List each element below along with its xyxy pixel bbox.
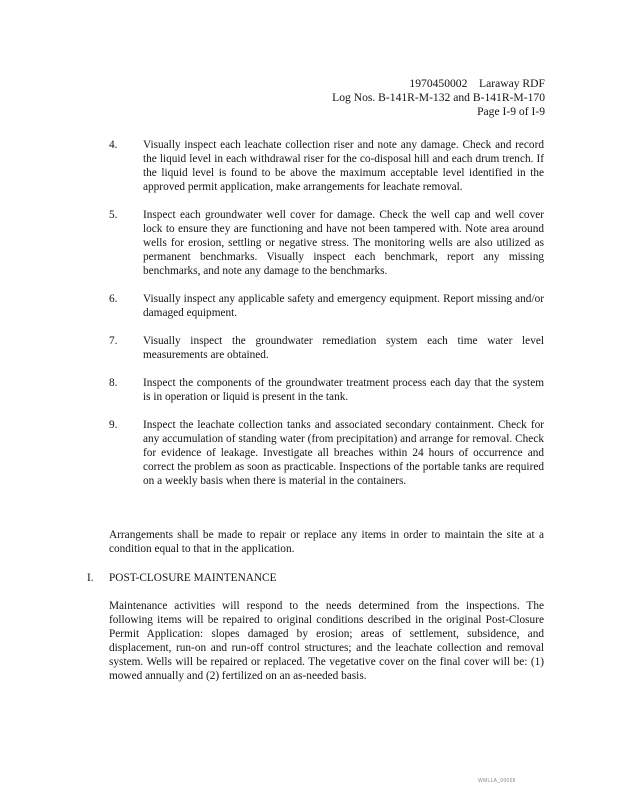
- list-item: [109, 376, 544, 404]
- section-letter: I.: [87, 572, 94, 584]
- item-number: 5.: [109, 209, 118, 221]
- list-item: [109, 334, 544, 362]
- item-text: Inspect each groundwater well cover for damage. Check the well cap and well cover lock to ensure they are functioning and have not been tampered with. Note area around wells for erosion, settling or negative stress. The monitoring wells are also utilized as permanent benchmarks. Visually inspect each benchmark, report any missing benchmarks, and note any damage to the benchmarks.: [143, 209, 544, 277]
- bates-stamp: WMLLA_00058: [478, 778, 516, 784]
- document-header: [332, 77, 545, 119]
- item-text: Inspect the components of the groundwater treatment process each day that the system is in operation or liquid is present in the tank.: [143, 377, 544, 403]
- item-number: 8.: [109, 377, 118, 389]
- item-text: Inspect the leachate collection tanks and associated secondary containment. Check for any accumulation of standing water (from precipitation) and arrange for removal. Check for evidence of leakage. Investigate all breaches within 24 hours of occurrence and correct the problem as soon as practicable. Inspections of the portable tanks are required on a weekly basis when there is material in the containers.: [143, 419, 544, 487]
- section-heading: [87, 571, 277, 585]
- closing-paragraph: Arrangements shall be made to repair or replace any items in order to maintain the site at a condition equal to that in the application.: [109, 529, 544, 555]
- inspection-list: [109, 138, 544, 502]
- header-site-id: 1970450002 Laraway RDF: [409, 77, 545, 90]
- item-number: 9.: [109, 419, 118, 431]
- list-item: [109, 138, 544, 194]
- list-item: [109, 292, 544, 320]
- list-item: [109, 208, 544, 278]
- item-text: Visually inspect any applicable safety and emergency equipment. Report missing and/or damaged equipment.: [143, 293, 544, 319]
- item-text: Visually inspect the groundwater remediation system each time water level measurements are obtained.: [143, 335, 544, 361]
- header-log-numbers: Log Nos. B-141R-M-132 and B-141R-M-170: [332, 91, 545, 104]
- item-number: 6.: [109, 293, 118, 305]
- list-item: [109, 418, 544, 488]
- maintenance-paragraph: Maintenance activities will respond to the needs determined from the inspections. The following items will be repaired to original conditions described in the original Post-Closure Permit Application: slopes damaged by erosion; areas of settlement, subsidence, and displacement, run-on and run-off control structures; and the leachate collection and removal system. Wells will be repaired or replaced. The vegetative cover on the final cover will be: (1) mowed annually and (2) fertilized on an as-needed basis.: [109, 600, 544, 682]
- item-number: 4.: [109, 139, 118, 151]
- item-number: 7.: [109, 335, 118, 347]
- section-title: POST-CLOSURE MAINTENANCE: [109, 572, 277, 584]
- header-page-number: Page I-9 of I-9: [477, 105, 545, 118]
- item-text: Visually inspect each leachate collection riser and note any damage. Check and record the liquid level in each withdrawal riser for the co-disposal hill and each drum trench. If the liquid level is found to be above the maximum acceptable level identified in the approved permit application, make arrangements for leachate removal.: [143, 139, 544, 193]
